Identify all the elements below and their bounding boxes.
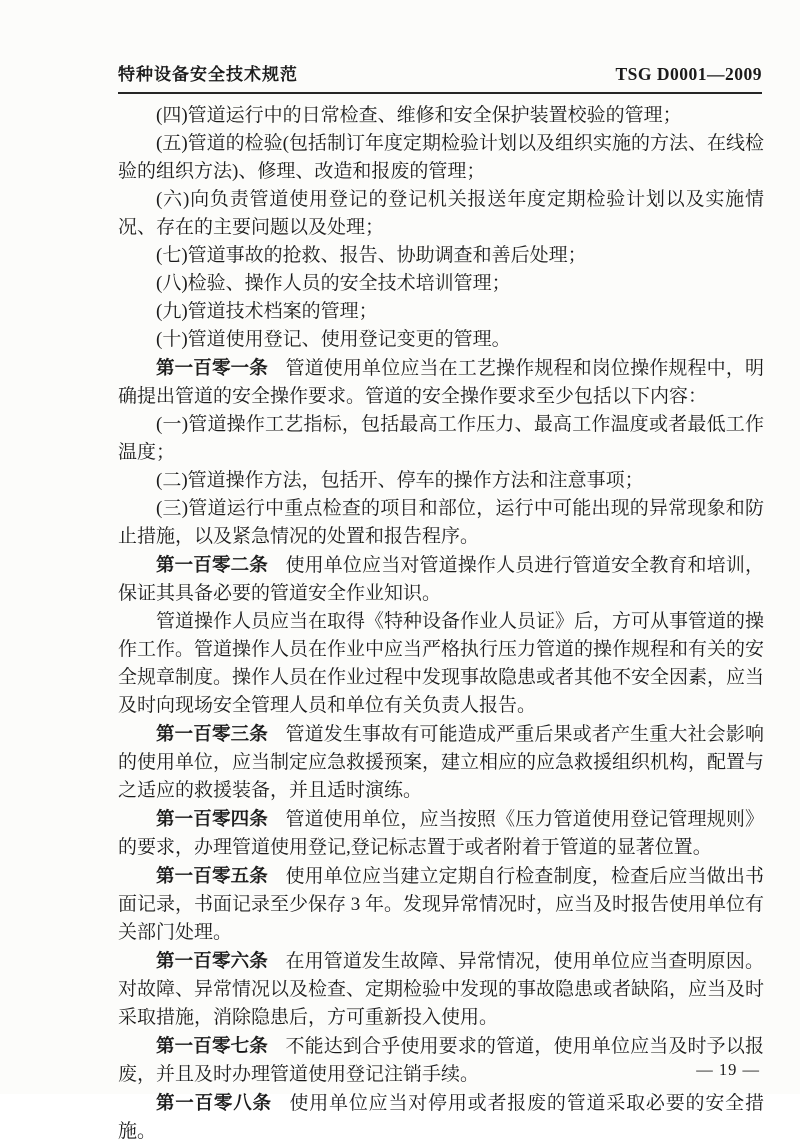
paragraph: [118, 862, 764, 947]
paragraph-text: 不能达到合乎使用要求的管道，使用单位应当及时予以报废，并且及时办理管道使用登记注销手续。: [118, 1036, 764, 1085]
paragraph: [118, 608, 764, 720]
paragraph: [118, 298, 764, 326]
paragraph-text: (二)管道操作方法，包括开、停车的操作方法和注意事项；: [156, 470, 644, 491]
article-number: 第一百零三条: [156, 723, 268, 744]
paragraph: [118, 947, 764, 1032]
article-number: 第一百零五条: [156, 865, 268, 886]
paragraph-text: (八)检验、操作人员的安全技术培训管理；: [156, 273, 511, 294]
paragraph-text: (七)管道事故的抢救、报告、协助调查和善后处理；: [156, 245, 587, 266]
paragraph-text: 使用单位应当对停用或者报废的管道采取必要的安全措施。: [118, 1093, 764, 1142]
paragraph: [118, 242, 764, 270]
article-number: 第一百零八条: [156, 1092, 272, 1113]
paragraph: [118, 467, 764, 495]
paragraph: [118, 720, 764, 805]
article-number: 第一百零七条: [156, 1035, 268, 1056]
paragraph: [118, 186, 764, 242]
paragraph-text: (三)管道运行中重点检查的项目和部位，运行中可能出现的异常现象和防止措施，以及紧急情况的处置和报告程序。: [118, 498, 764, 547]
paragraph-text: 管道使用单位应当在工艺操作规程和岗位操作规程中，明确提出管道的安全操作要求。管道的安全操作要求至少包括以下内容：: [118, 358, 764, 407]
header-title: 特种设备安全技术规范: [118, 65, 298, 84]
paragraph: [118, 102, 764, 130]
paragraph: [118, 1089, 764, 1146]
article-number: 第一百零四条: [156, 808, 268, 829]
page-number: — 19 —: [696, 1060, 760, 1079]
page-header: [118, 60, 762, 94]
article-number: 第一百零二条: [156, 554, 268, 575]
header-document-code: TSG D0001—2009: [615, 64, 762, 84]
paragraph-text: (九)管道技术档案的管理；: [156, 301, 378, 322]
paragraph-text: (一)管道操作工艺指标，包括最高工作压力、最高工作温度或者最低工作温度；: [118, 414, 764, 463]
paragraph-text: 管道使用单位，应当按照《压力管道使用登记管理规则》的要求，办理管道使用登记,登记标志置于或者附着于管道的显著位置。: [118, 809, 764, 858]
paragraph: [118, 354, 764, 411]
paragraph-text: 管道发生事故有可能造成严重后果或者产生重大社会影响的使用单位，应当制定应急救援预案，建立相应的应急救援组织机构，配置与之适应的救援装备，并且适时演练。: [118, 724, 765, 801]
paragraph: [118, 270, 764, 298]
paragraph: [118, 1032, 764, 1089]
paragraph-text: (六)向负责管道使用登记的登记机关报送年度定期检验计划以及实施情况、存在的主要问题以及处理；: [118, 189, 764, 238]
paragraph-text: 使用单位应当对管道操作人员进行管道安全教育和培训，保证其具备必要的管道安全作业知识。: [118, 555, 764, 604]
paragraph: [118, 326, 764, 354]
paragraph-text: 在用管道发生故障、异常情况，使用单位应当查明原因。对故障、异常情况以及检查、定期检验中发现的事故隐患或者缺陷，应当及时采取措施，消除隐患后，方可重新投入使用。: [118, 951, 765, 1028]
paragraph-text: 管道操作人员应当在取得《特种设备作业人员证》后，方可从事管道的操作工作。管道操作人员在作业中应当严格执行压力管道的操作规程和有关的安全规章制度。操作人员在作业过程中发现事故隐患或者其他不安全因素，应当及时向现场安全管理人员和单位有关负责人报告。: [118, 611, 765, 716]
paragraph-text: (十)管道使用登记、使用登记变更的管理。: [156, 329, 511, 350]
paragraph-text: 使用单位应当建立定期自行检查制度，检查后应当做出书面记录，书面记录至少保存 3 年。发现异常情况时，应当及时报告使用单位有关部门处理。: [118, 866, 765, 943]
paragraph: [118, 495, 764, 551]
article-number: 第一百零一条: [156, 357, 268, 378]
paragraph: [118, 551, 764, 608]
document-body: [118, 102, 764, 1146]
paragraph: [118, 411, 764, 467]
paragraph: [118, 130, 764, 186]
paragraph: [118, 805, 764, 862]
paragraph-text: (五)管道的检验(包括制订年度定期检验计划以及组织实施的方法、在线检验的组织方法)、修理、改造和报废的管理；: [118, 133, 764, 182]
paragraph-text: (四)管道运行中的日常检查、维修和安全保护装置校验的管理；: [156, 105, 682, 126]
article-number: 第一百零六条: [156, 950, 268, 971]
